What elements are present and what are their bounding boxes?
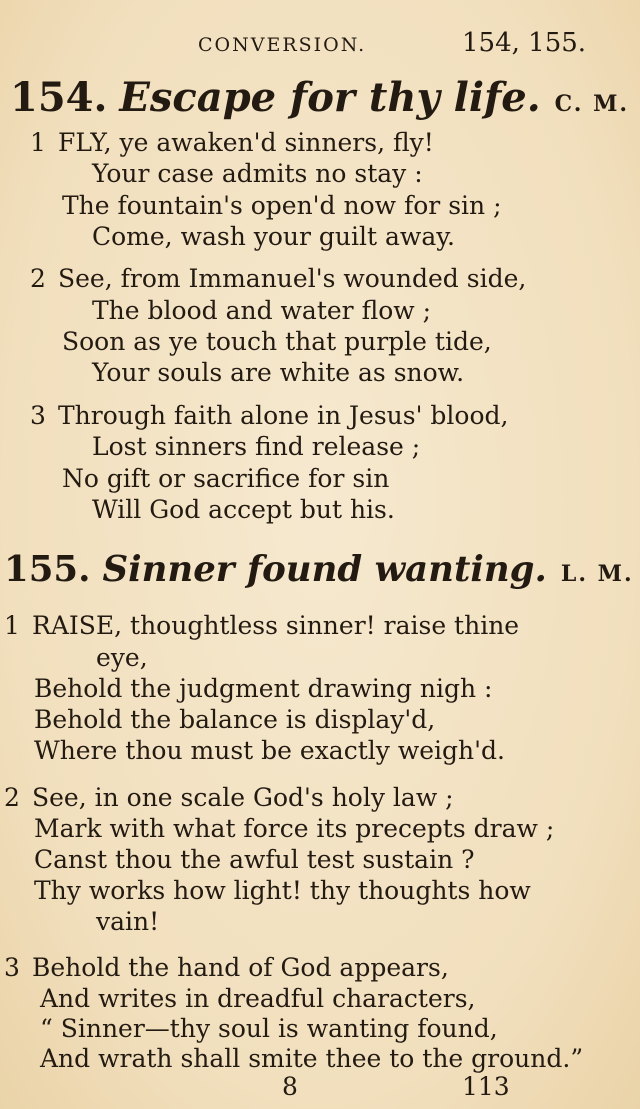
hymn-name: Escape for thy life. xyxy=(119,74,541,121)
verse-line: Your souls are white as snow. xyxy=(92,358,465,387)
hymn-number: 154. xyxy=(10,74,108,121)
verse-line: And wrath shall smite thee to the ground.” xyxy=(40,1044,584,1073)
verse-line: Soon as ye touch that purple tide, xyxy=(62,327,492,356)
verse-number: 2 xyxy=(4,783,20,812)
verse-line: 1 RAISE, thoughtless sinner! raise thine xyxy=(4,611,520,640)
verse-number: 1 xyxy=(4,611,20,640)
verse-line: Thy works how light! thy thoughts how xyxy=(34,876,531,905)
verse-number: 1 xyxy=(30,128,46,157)
verse-line: No gift or sacrifice for sin xyxy=(62,464,390,493)
hymn-meter: L. M. xyxy=(560,561,634,587)
verse-line: The fountain's open'd now for sin ; xyxy=(62,191,502,220)
hymn-number: 155. xyxy=(4,549,91,590)
hymn-meter: C. M. xyxy=(554,91,630,117)
verse-line: Mark with what force its precepts draw ; xyxy=(34,814,555,843)
verse-line: Come, wash your guilt away. xyxy=(92,222,455,251)
hymn-154-title xyxy=(10,74,630,121)
verse-line: Behold the judgment drawing nigh : xyxy=(34,674,493,703)
hymn-155-title xyxy=(4,549,634,590)
running-head: CONVERSION. xyxy=(198,34,367,56)
verse-line: Where thou must be exactly weigh'd. xyxy=(34,736,505,765)
verse-line: 3 Behold the hand of God appears, xyxy=(4,953,449,982)
folio-number: 113 xyxy=(462,1072,510,1101)
verse-line: 1 FLY, ye awaken'd sinners, fly! xyxy=(30,128,434,157)
verse-line: 2 See, from Immanuel's wounded side, xyxy=(30,264,527,293)
verse-line: Will God accept but his. xyxy=(92,495,395,524)
verse-line: Canst thou the awful test sustain ? xyxy=(34,845,475,874)
verse-line: vain! xyxy=(96,907,160,936)
hymn-name: Sinner found wanting. xyxy=(102,549,547,590)
page-numbers: 154, 155. xyxy=(462,28,587,58)
verse-line: eye, xyxy=(96,643,148,672)
verse-line: 3 Through faith alone in Jesus' blood, xyxy=(30,401,509,430)
verse-number: 3 xyxy=(30,401,46,430)
verse-line: Your case admits no stay : xyxy=(92,159,423,188)
verse-line: Behold the balance is display'd, xyxy=(34,705,436,734)
signature-mark: 8 xyxy=(282,1072,298,1101)
verse-line: Lost sinners find release ; xyxy=(92,432,421,461)
verse-number: 3 xyxy=(4,953,20,982)
verse-line: The blood and water flow ; xyxy=(92,296,432,325)
verse-line: And writes in dreadful characters, xyxy=(40,984,476,1013)
verse-line: “ Sinner—thy soul is wanting found, xyxy=(40,1014,498,1043)
verse-number: 2 xyxy=(30,264,46,293)
verse-line: 2 See, in one scale God's holy law ; xyxy=(4,783,454,812)
